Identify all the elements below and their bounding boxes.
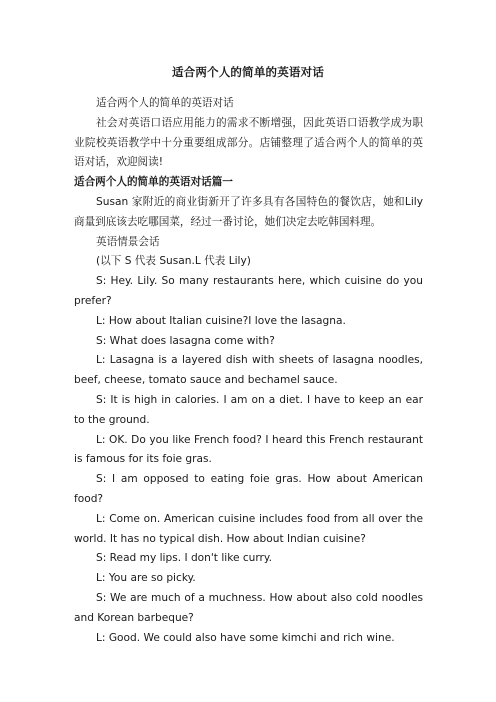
paragraph-speaker-note: (以下 S 代表 Susan.L 代表 Lily) bbox=[96, 255, 251, 268]
paragraph-subtitle: 适合两个人的简单的英语对话 bbox=[96, 97, 234, 109]
paragraph-intro: 社会对英语口语应用能力的需求不断增强，因此英语口语教学成为职业院校英语教学中十分重要组成部分。店铺整理了适合两个人的简单的英语对话，欢迎阅读! bbox=[74, 116, 423, 169]
document-title: 适合两个人的简单的英语对话 bbox=[171, 65, 325, 79]
dialogue-line: L: Come on. American cuisine includes food from all over the world. It has no typical dish. How about Indian cuisine? bbox=[74, 512, 423, 545]
dialogue-line: S: Hey. Lily. So many restaurants here, which cuisine do you prefer? bbox=[74, 275, 423, 307]
dialogue-line: L: OK. Do you like French food? I heard this French restaurant is famous for its foie gras. bbox=[74, 433, 423, 466]
dialogue-line: S: Read my lips. I don't like curry. bbox=[96, 552, 273, 565]
paragraph-scenario: Susan 家附近的商业街新开了许多具有各国特色的餐饮店，她和Lily商量到底该去吃哪国菜，经过一番讨论，她们决定去吃韩国料理。 bbox=[74, 195, 423, 228]
dialogue-line: S: I am opposed to eating foie gras. How about American food? bbox=[74, 473, 423, 505]
paragraph-dialogue-label: 英语情景会话 bbox=[96, 235, 160, 248]
dialogue-line: S: We are much of a muchness. How about also cold noodles and Korean barbeque? bbox=[74, 591, 423, 624]
dialogue-line: L: Lasagna is a layered dish with sheets of lasagna noodles, beef, cheese, tomato sauce and bechamel sauce. bbox=[74, 354, 423, 387]
dialogue-line: S: It is high in calories. I am on a diet. I have to keep an ear to the ground. bbox=[74, 393, 423, 426]
section-heading: 适合两个人的简单的英语对话篇一 bbox=[74, 176, 233, 189]
document-body bbox=[74, 94, 423, 648]
dialogue-line: L: How about Italian cuisine?I love the lasagna. bbox=[96, 314, 346, 327]
dialogue-line: L: Good. We could also have some kimchi and rich wine. bbox=[96, 631, 395, 644]
dialogue-line: S: What does lasagna come with? bbox=[96, 334, 275, 347]
dialogue-line: L: You are so picky. bbox=[96, 572, 196, 585]
